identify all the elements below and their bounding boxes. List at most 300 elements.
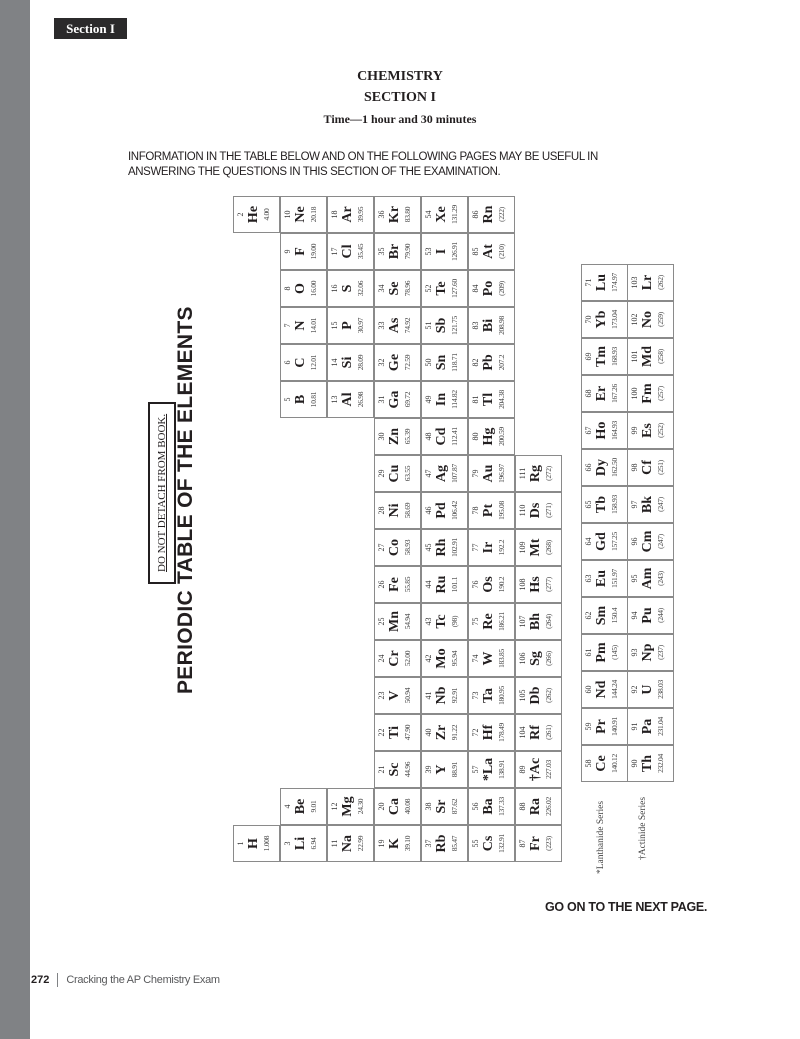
element-symbol: Rg: [528, 464, 543, 483]
element-cell: [374, 196, 421, 233]
element-cell: [468, 788, 515, 825]
atomic-number: 33: [377, 321, 386, 330]
atomic-number: 100: [630, 387, 639, 400]
element-symbol: Pm: [594, 642, 609, 663]
element-symbol: Ag: [434, 464, 449, 483]
element-cell: [374, 825, 421, 862]
atomic-number: 37: [424, 839, 433, 848]
element-cell: [581, 449, 628, 486]
element-cell: [468, 492, 515, 529]
atomic-mass: 6.94: [309, 837, 318, 850]
atomic-number: 52: [424, 284, 433, 293]
atomic-mass: 1.008: [262, 835, 271, 852]
atomic-mass: 19.00: [309, 243, 318, 260]
element-symbol: Br: [387, 243, 402, 260]
element-cell: [421, 603, 468, 640]
element-cell: [581, 486, 628, 523]
atomic-number: 79: [471, 469, 480, 478]
atomic-mass: (243): [656, 571, 665, 586]
atomic-mass: 91.22: [450, 724, 459, 741]
atomic-number: 85: [471, 247, 480, 256]
element-cell: [374, 640, 421, 677]
element-symbol: Eu: [594, 569, 609, 588]
atomic-number: 40: [424, 728, 433, 737]
atomic-number: 30: [377, 432, 386, 441]
atomic-number: 101: [630, 350, 639, 363]
element-symbol: *La: [481, 757, 496, 782]
atomic-number: 103: [630, 276, 639, 289]
atomic-mass: 226.02: [544, 797, 553, 816]
atomic-number: 57: [471, 765, 480, 774]
atomic-mass: 173.04: [610, 310, 619, 329]
atomic-number: 89: [518, 765, 527, 774]
atomic-mass: 167.26: [610, 384, 619, 403]
atomic-mass: 52.00: [403, 650, 412, 667]
element-symbol: Ti: [387, 726, 402, 739]
atomic-mass: 131.29: [450, 205, 459, 224]
element-cell: [233, 825, 280, 862]
element-cell: [581, 264, 628, 301]
atomic-number: 25: [377, 617, 386, 626]
element-cell: [374, 492, 421, 529]
atomic-mass: 158.93: [610, 495, 619, 514]
element-symbol: Am: [640, 567, 655, 590]
atomic-number: 106: [518, 652, 527, 665]
element-cell: [421, 788, 468, 825]
atomic-mass: 63.55: [403, 465, 412, 482]
atomic-number: 2: [236, 212, 245, 217]
element-symbol: Bh: [528, 612, 543, 631]
atomic-mass: 112.41: [450, 427, 459, 446]
atomic-number: 55: [471, 839, 480, 848]
atomic-mass: 192.2: [497, 539, 506, 556]
element-symbol: Ne: [293, 206, 308, 223]
atomic-mass: (257): [656, 386, 665, 401]
atomic-mass: 126.91: [450, 242, 459, 261]
element-cell: [327, 344, 374, 381]
atomic-number: 13: [330, 395, 339, 404]
element-symbol: Kr: [387, 205, 402, 224]
atomic-number: 51: [424, 321, 433, 330]
element-symbol: Cm: [640, 530, 655, 553]
atomic-number: 80: [471, 432, 480, 441]
element-symbol: Co: [387, 538, 402, 557]
atomic-number: 104: [518, 726, 527, 739]
atomic-mass: 78.96: [403, 280, 412, 297]
element-symbol: Es: [640, 423, 655, 438]
element-cell: [515, 714, 562, 751]
element-cell: [374, 233, 421, 270]
atomic-number: 38: [424, 802, 433, 811]
atomic-number: 87: [518, 839, 527, 848]
atomic-number: 94: [630, 611, 639, 620]
element-cell: [374, 603, 421, 640]
atomic-mass: 106.42: [450, 501, 459, 520]
element-symbol: Hf: [481, 724, 496, 741]
element-symbol: Np: [640, 643, 655, 662]
atomic-mass: 83.80: [403, 206, 412, 223]
element-cell: [627, 301, 674, 338]
element-symbol: Hg: [481, 427, 496, 446]
element-cell: [374, 529, 421, 566]
element-cell: [280, 270, 327, 307]
element-cell: [515, 788, 562, 825]
atomic-number: 111: [518, 467, 527, 480]
element-cell: [468, 270, 515, 307]
atomic-number: 28: [377, 506, 386, 515]
atomic-mass: 174.97: [610, 273, 619, 292]
atomic-number: 76: [471, 580, 480, 589]
atomic-mass: 107.87: [450, 464, 459, 483]
atomic-number: 16: [330, 284, 339, 293]
element-cell: [581, 338, 628, 375]
atomic-mass: 26.98: [356, 391, 365, 408]
element-symbol: Dy: [594, 458, 609, 477]
atomic-number: 48: [424, 432, 433, 441]
element-symbol: U: [640, 684, 655, 695]
element-symbol: Hs: [528, 576, 543, 593]
element-symbol: Bk: [640, 495, 655, 514]
atomic-number: 41: [424, 691, 433, 700]
atomic-number: 109: [518, 541, 527, 554]
element-symbol: Bi: [481, 318, 496, 333]
atomic-number: 70: [584, 315, 593, 324]
atomic-mass: 4.00: [262, 208, 271, 221]
element-symbol: Sm: [594, 605, 609, 626]
element-cell: [374, 455, 421, 492]
element-cell: [374, 381, 421, 418]
atomic-number: 72: [471, 728, 480, 737]
atomic-mass: 140.91: [610, 717, 619, 736]
element-cell: [468, 344, 515, 381]
atomic-number: 15: [330, 321, 339, 330]
element-symbol: Md: [640, 346, 655, 367]
element-symbol: Pr: [594, 719, 609, 734]
element-symbol: C: [293, 357, 308, 368]
element-symbol: Rb: [434, 834, 449, 853]
element-symbol: Fm: [640, 383, 655, 404]
atomic-number: 19: [377, 839, 386, 848]
atomic-number: 99: [630, 426, 639, 435]
atomic-mass: 190.2: [497, 576, 506, 593]
atomic-mass: 9.01: [309, 800, 318, 813]
element-symbol: Gd: [594, 532, 609, 551]
element-cell: [327, 196, 374, 233]
atomic-number: 83: [471, 321, 480, 330]
element-cell: [421, 344, 468, 381]
atomic-mass: 164.93: [610, 421, 619, 440]
element-cell: [421, 640, 468, 677]
atomic-mass: 87.62: [450, 798, 459, 815]
atomic-mass: 132.91: [497, 834, 506, 853]
time-limit: Time—1 hour and 30 minutes: [323, 112, 477, 126]
element-symbol: Tb: [594, 495, 609, 514]
element-cell: [627, 597, 674, 634]
atomic-mass: 88.91: [450, 761, 459, 778]
element-cell: [374, 307, 421, 344]
atomic-number: 84: [471, 284, 480, 293]
element-cell: [581, 412, 628, 449]
element-symbol: Na: [340, 834, 355, 853]
element-cell: [280, 344, 327, 381]
atomic-number: 68: [584, 389, 593, 398]
element-symbol: Ra: [528, 797, 543, 816]
element-symbol: Mt: [528, 538, 543, 557]
atomic-mass: 127.60: [450, 279, 459, 298]
atomic-mass: 85.47: [450, 835, 459, 852]
element-symbol: Al: [340, 392, 355, 407]
atomic-mass: (223): [544, 836, 553, 851]
actinide-series-label: †Actinide Series: [638, 796, 648, 860]
element-symbol: Ni: [387, 503, 402, 518]
instructions: [128, 150, 688, 180]
atomic-number: 36: [377, 210, 386, 219]
atomic-mass: (252): [656, 423, 665, 438]
element-symbol: Sb: [434, 317, 449, 334]
element-cell: [627, 338, 674, 375]
element-cell: [421, 751, 468, 788]
atomic-number: 93: [630, 648, 639, 657]
atomic-mass: 231.04: [656, 717, 665, 736]
element-cell: [515, 492, 562, 529]
element-cell: [280, 307, 327, 344]
atomic-mass: (277): [544, 577, 553, 592]
atomic-number: 54: [424, 210, 433, 219]
atomic-mass: 32.06: [356, 280, 365, 297]
element-symbol: Mg: [340, 796, 355, 817]
element-symbol: W: [481, 651, 496, 666]
element-symbol: Si: [340, 356, 355, 369]
atomic-mass: 20.18: [309, 206, 318, 223]
atomic-number: 56: [471, 802, 480, 811]
lanthanide-series-label: *Lanthanide Series: [596, 800, 606, 874]
atomic-number: 90: [630, 759, 639, 768]
atomic-mass: 208.98: [497, 316, 506, 335]
element-cell: [374, 714, 421, 751]
atomic-number: 4: [283, 804, 292, 809]
atomic-mass: (209): [497, 281, 506, 296]
atomic-mass: 16.00: [309, 280, 318, 297]
atomic-number: 22: [377, 728, 386, 737]
element-cell: [421, 677, 468, 714]
element-cell: [627, 634, 674, 671]
atomic-mass: (261): [544, 725, 553, 740]
element-cell: [581, 634, 628, 671]
element-symbol: K: [387, 838, 402, 849]
atomic-number: 7: [283, 323, 292, 328]
atomic-number: 53: [424, 247, 433, 256]
element-cell: [581, 560, 628, 597]
atomic-number: 58: [584, 759, 593, 768]
element-cell: [280, 233, 327, 270]
atomic-number: 96: [630, 537, 639, 546]
atomic-mass: 186.21: [497, 612, 506, 631]
element-symbol: Sr: [434, 799, 449, 814]
atomic-number: 98: [630, 463, 639, 472]
atomic-mass: 44.96: [403, 761, 412, 778]
element-symbol: Ga: [387, 390, 402, 409]
atomic-number: 20: [377, 802, 386, 811]
element-cell: [327, 233, 374, 270]
element-symbol: Pd: [434, 502, 449, 519]
element-symbol: Er: [594, 385, 609, 402]
element-symbol: Ho: [594, 421, 609, 440]
footer-divider: [57, 973, 58, 987]
atomic-mass: 10.81: [309, 391, 318, 408]
atomic-number: 86: [471, 210, 480, 219]
section-heading: SECTION I: [364, 90, 436, 105]
element-symbol: Db: [528, 686, 543, 705]
element-cell: [581, 523, 628, 560]
element-cell: [327, 381, 374, 418]
element-cell: [421, 381, 468, 418]
element-symbol: Re: [481, 613, 496, 630]
element-symbol: Fr: [528, 836, 543, 851]
element-symbol: As: [387, 317, 402, 334]
atomic-number: 34: [377, 284, 386, 293]
element-symbol: †Ac: [528, 757, 543, 782]
element-symbol: Xe: [434, 206, 449, 223]
atomic-mass: (258): [656, 349, 665, 364]
element-cell: [374, 751, 421, 788]
atomic-number: 102: [630, 313, 639, 326]
element-symbol: Ir: [481, 541, 496, 554]
atomic-number: 64: [584, 537, 593, 546]
atomic-mass: 178.49: [497, 723, 506, 742]
element-symbol: Pa: [640, 718, 655, 735]
atomic-number: 44: [424, 580, 433, 589]
element-symbol: Mo: [434, 648, 449, 669]
atomic-mass: (251): [656, 460, 665, 475]
periodic-table-title: PERIODIC TABLE OF THE ELEMENTS: [174, 306, 197, 694]
element-symbol: Zn: [387, 427, 402, 446]
element-cell: [468, 566, 515, 603]
element-symbol: In: [434, 392, 449, 407]
element-cell: [327, 788, 374, 825]
element-symbol: Zr: [434, 724, 449, 741]
element-cell: [280, 381, 327, 418]
atomic-number: 62: [584, 611, 593, 620]
element-symbol: Rf: [528, 725, 543, 740]
element-cell: [515, 455, 562, 492]
element-cell: [468, 677, 515, 714]
atomic-number: 74: [471, 654, 480, 663]
atomic-number: 23: [377, 691, 386, 700]
atomic-mass: 79.90: [403, 243, 412, 260]
element-symbol: Te: [434, 281, 449, 296]
element-cell: [515, 603, 562, 640]
element-cell: [280, 825, 327, 862]
element-symbol: Cr: [387, 650, 402, 667]
element-symbol: Lu: [594, 273, 609, 292]
instructions-line-2: ANSWERING THE QUESTIONS IN THIS SECTION OF THE EXAMINATION.: [128, 166, 501, 178]
element-cell: [468, 751, 515, 788]
atomic-number: 92: [630, 685, 639, 694]
element-cell: [515, 566, 562, 603]
atomic-mass: (266): [544, 651, 553, 666]
atomic-number: 49: [424, 395, 433, 404]
element-symbol: Mn: [387, 611, 402, 632]
element-symbol: Nd: [594, 680, 609, 699]
atomic-mass: 195.08: [497, 501, 506, 520]
element-symbol: Tc: [434, 614, 449, 629]
atomic-mass: 196.97: [497, 464, 506, 483]
element-symbol: Ce: [594, 755, 609, 772]
atomic-number: 110: [518, 504, 527, 517]
atomic-number: 24: [377, 654, 386, 663]
atomic-mass: 140.12: [610, 754, 619, 773]
element-cell: [515, 677, 562, 714]
element-cell: [581, 708, 628, 745]
element-cell: [421, 233, 468, 270]
element-cell: [468, 825, 515, 862]
atomic-number: 27: [377, 543, 386, 552]
element-cell: [374, 344, 421, 381]
element-cell: [233, 196, 280, 233]
atomic-number: 91: [630, 722, 639, 731]
atomic-mass: 54.94: [403, 613, 412, 630]
atomic-mass: (271): [544, 503, 553, 518]
element-cell: [627, 412, 674, 449]
atomic-number: 50: [424, 358, 433, 367]
atomic-mass: (98): [450, 615, 459, 628]
atomic-number: 78: [471, 506, 480, 515]
atomic-number: 39: [424, 765, 433, 774]
page-footer: [31, 973, 220, 987]
element-symbol: Ca: [387, 797, 402, 816]
atomic-mass: 162.50: [610, 458, 619, 477]
page-number: 272: [31, 974, 50, 986]
element-cell: [468, 714, 515, 751]
atomic-number: 82: [471, 358, 480, 367]
element-symbol: Ba: [481, 798, 496, 815]
atomic-mass: (210): [497, 244, 506, 259]
element-symbol: Po: [481, 280, 496, 297]
element-symbol: N: [293, 320, 308, 331]
atomic-mass: 30.97: [356, 317, 365, 334]
element-cell: [421, 529, 468, 566]
atomic-mass: 101.1: [450, 576, 459, 593]
atomic-number: 3: [283, 841, 292, 846]
atomic-mass: 72.59: [403, 354, 412, 371]
page-edge-bar: [0, 0, 30, 1039]
atomic-mass: 35.45: [356, 243, 365, 260]
element-cell: [627, 708, 674, 745]
atomic-number: 6: [283, 360, 292, 365]
element-symbol: Rn: [481, 205, 496, 224]
element-cell: [421, 307, 468, 344]
element-symbol: Fe: [387, 577, 402, 592]
element-cell: [581, 375, 628, 412]
element-cell: [327, 270, 374, 307]
atomic-number: 95: [630, 574, 639, 583]
atomic-number: 9: [283, 249, 292, 254]
atomic-mass: 238.03: [656, 680, 665, 699]
atomic-number: 97: [630, 500, 639, 509]
element-symbol: Pu: [640, 607, 655, 624]
element-cell: [627, 523, 674, 560]
element-symbol: Tm: [594, 346, 609, 367]
element-symbol: Cl: [340, 244, 355, 259]
element-symbol: He: [246, 205, 261, 224]
element-symbol: Y: [434, 764, 449, 775]
atomic-number: 47: [424, 469, 433, 478]
element-cell: [581, 301, 628, 338]
element-symbol: At: [481, 244, 496, 259]
atomic-mass: (272): [544, 466, 553, 481]
element-cell: [468, 640, 515, 677]
atomic-mass: (247): [656, 497, 665, 512]
